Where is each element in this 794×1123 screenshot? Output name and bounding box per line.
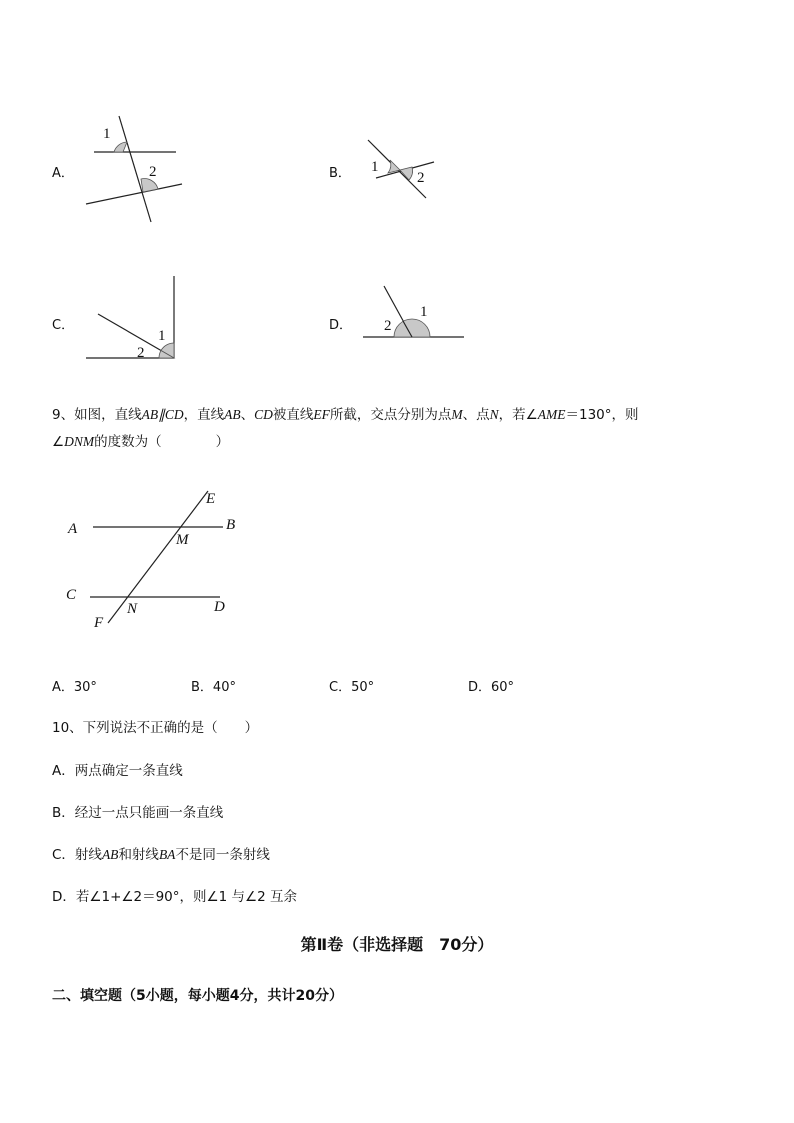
q8-a-angle2-label: 2 xyxy=(149,164,157,180)
q8-b-angle1-label: 1 xyxy=(371,159,379,175)
q8-d-angle1-label: 1 xyxy=(420,304,428,320)
q9-label-n: N xyxy=(127,601,138,617)
q9-figure xyxy=(60,485,260,635)
q9-choice-a: A．30° xyxy=(52,680,97,695)
q9-label-e: E xyxy=(206,491,216,507)
q10-option-c: C．射线AB和射线BA不是同一条射线 xyxy=(52,847,270,863)
section2-part-title: 二、填空题（5小题，每小题4分，共计20分） xyxy=(52,988,343,1004)
q8-c-angle1-label: 1 xyxy=(158,328,166,344)
q8-option-d-letter: D． xyxy=(329,318,353,333)
q8-option-b-letter: B． xyxy=(329,166,351,181)
q9-choice-c: C．50° xyxy=(329,680,375,695)
q8-option-b-figure xyxy=(360,132,440,202)
q10-stem: 10、下列说法不正确的是（ ） xyxy=(52,720,259,736)
q9-label-m: M xyxy=(176,532,189,548)
q8-option-c-letter: C． xyxy=(52,318,75,333)
section2-title: 第Ⅱ卷（非选择题 70分） xyxy=(300,935,494,954)
q9-choice-b: B．40° xyxy=(191,680,236,695)
q9-stem-line1: 9、如图，直线AB∥CD，直线AB、CD被直线EF所截，交点分别为点M、点N，若∠AME＝130°，则 xyxy=(52,407,639,423)
q9-label-a: A xyxy=(68,521,78,537)
q10-option-a: A．两点确定一条直线 xyxy=(52,763,183,779)
q8-option-a-letter: A． xyxy=(52,166,74,181)
q9-choice-d: D．60° xyxy=(468,680,515,695)
q9-label-f: F xyxy=(94,615,104,631)
q9-stem-line2: ∠DNM的度数为（ ） xyxy=(52,434,230,450)
q8-option-c-figure xyxy=(84,274,184,364)
q8-d-angle2-label: 2 xyxy=(384,318,392,334)
q8-b-angle2-label: 2 xyxy=(417,170,425,186)
q8-c-angle2-label: 2 xyxy=(137,345,145,361)
q8-option-a-figure xyxy=(80,110,190,225)
q9-label-d: D xyxy=(214,599,225,615)
q8-a-angle1-label: 1 xyxy=(103,126,111,142)
q9-label-b: B xyxy=(226,517,236,533)
q10-option-d: D．若∠1+∠2＝90°，则∠1 与∠2 互余 xyxy=(52,889,297,905)
q9-label-c: C xyxy=(66,587,77,603)
q8-option-d-figure xyxy=(360,282,470,342)
q10-option-b: B．经过一点只能画一条直线 xyxy=(52,805,224,821)
